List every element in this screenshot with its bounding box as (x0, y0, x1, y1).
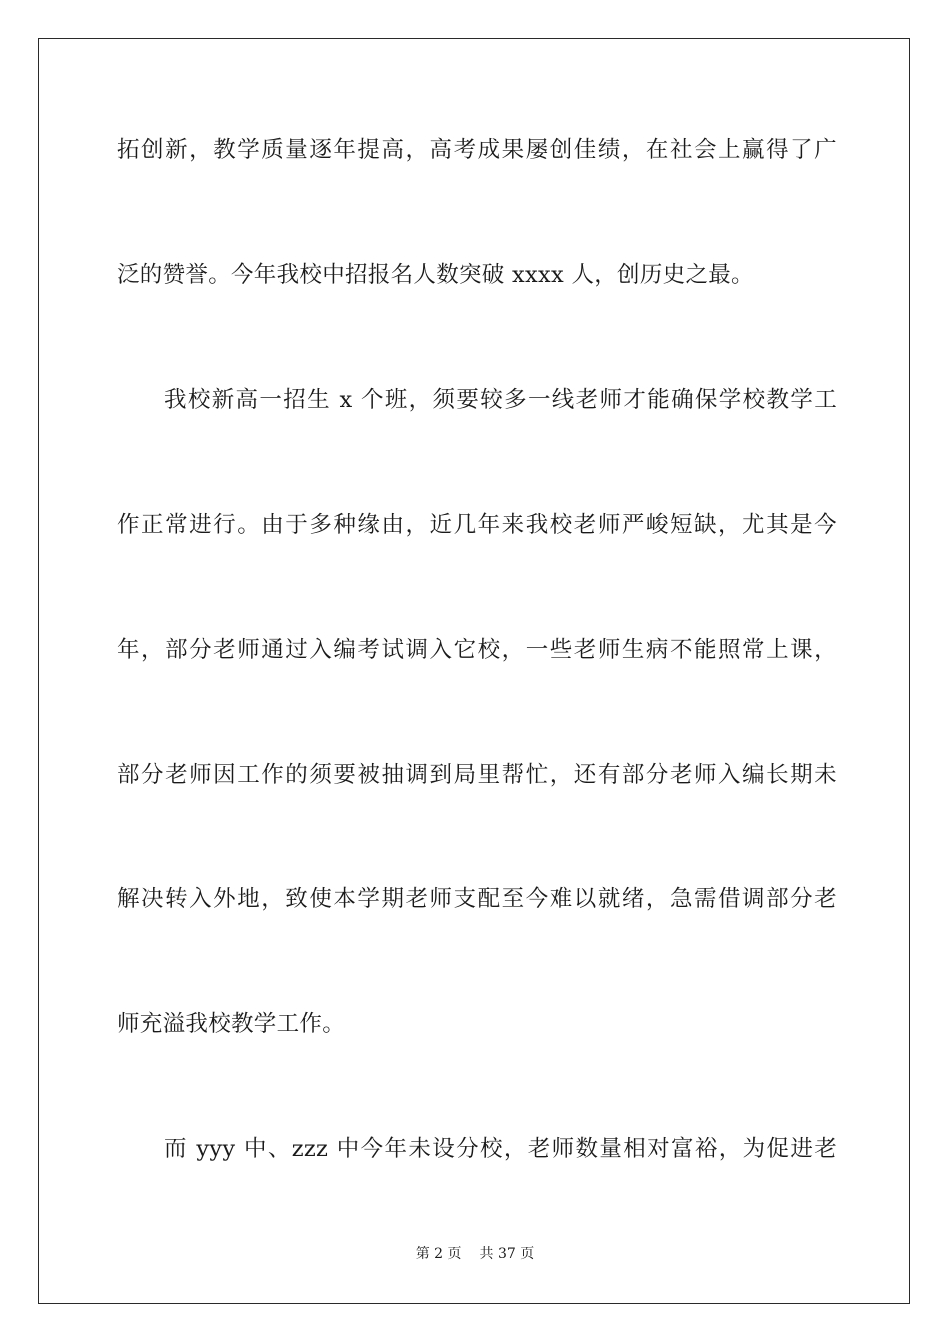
page-number: 第 2 页 (415, 1246, 462, 1262)
text-line: 拓创新，教学质量逐年提高，高考成果屡创佳绩，在社会上赢得了广 (117, 137, 837, 163)
text-line: 师充溢我校教学工作。 (117, 1011, 346, 1037)
page-total: 共 37 页 (479, 1246, 535, 1262)
paragraph-first-line: 我校新高一招生 x 个班，须要较多一线老师才能确保学校教学工 (164, 387, 837, 413)
text-line: 部分老师因工作的须要被抽调到局里帮忙，还有部分老师入编长期未 (117, 762, 837, 788)
text-line: 年，部分老师通过入编考试调入它校，一些老师生病不能照常上课， (117, 637, 837, 663)
text-line: 解决转入外地，致使本学期老师支配至今难以就绪，急需借调部分老 (117, 886, 837, 912)
text-line: 作正常进行。由于多种缘由，近几年来我校老师严峻短缺，尤其是今 (117, 512, 837, 538)
paragraph-first-line: 而 yyy 中、zzz 中今年未设分校，老师数量相对富裕，为促进老 (164, 1136, 837, 1162)
page-border (38, 38, 910, 1304)
page-footer (0, 1244, 950, 1264)
text-line: 泛的赞誉。今年我校中招报名人数突破 xxxx 人，创历史之最。 (117, 262, 754, 288)
